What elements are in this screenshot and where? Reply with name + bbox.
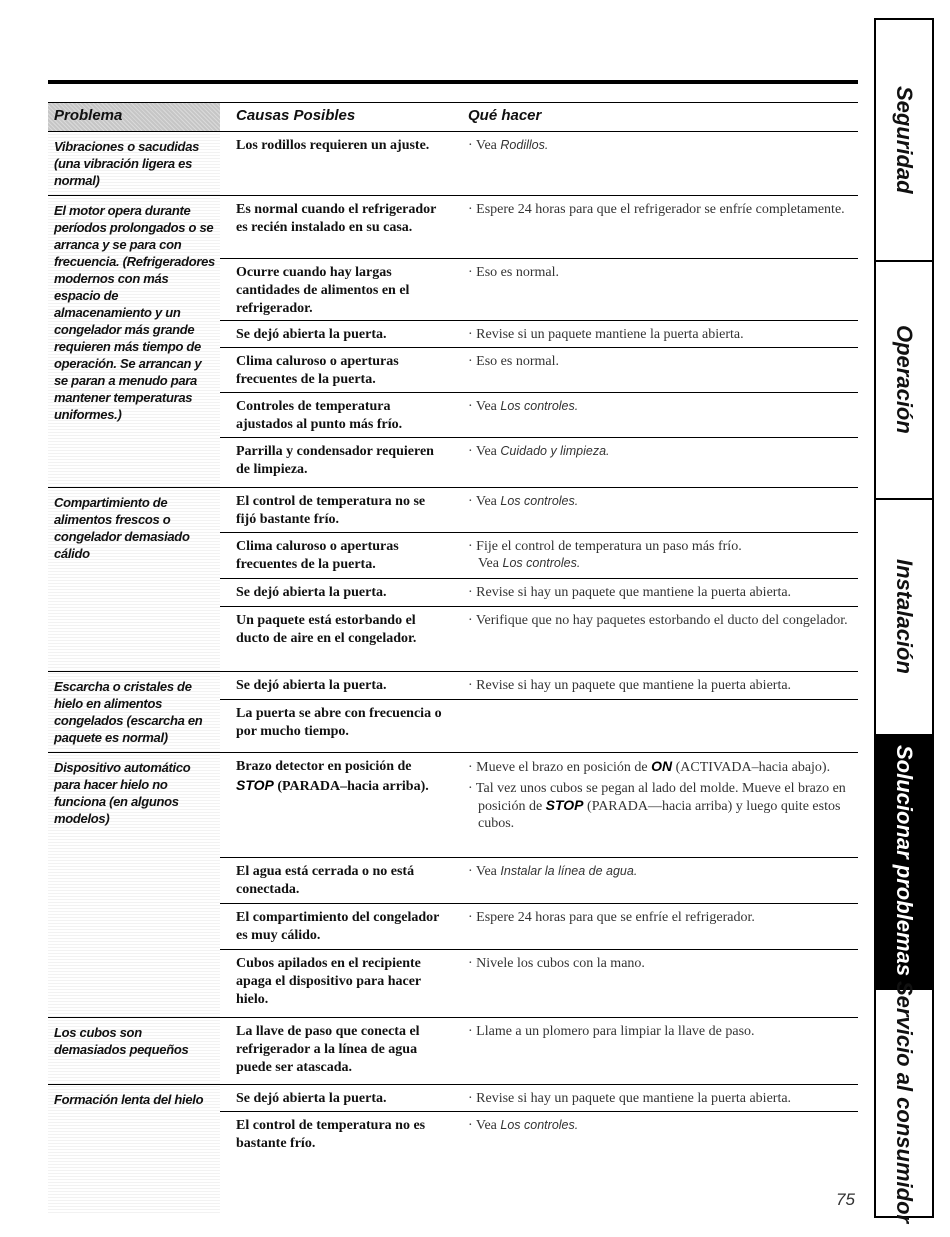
fix-cell — [454, 700, 858, 752]
fix-cell: · Mueve el brazo en posición de ON (ACTIVADA–hacia abajo). · Tal vez unos cubos se pegan al lado del molde. Mueve el brazo en posición de STOP (PARADA—hacia arriba) y luego quite estos cubos. — [468, 758, 846, 831]
cause-text: El compartimiento del congelador es muy cálido. — [236, 910, 440, 943]
fix-text: Revise si un paquete mantiene la puerta abierta. — [476, 327, 744, 342]
fix-text: Verifique que no hay paquetes estorbando el ducto del congelador. — [475, 613, 848, 628]
cause-text: Los rodillos requieren un ajuste. — [236, 138, 430, 153]
top-rule — [48, 80, 858, 84]
table-row — [220, 438, 858, 487]
cause-text: La puerta se abre con frecuencia o por mucho tiempo. — [236, 706, 442, 739]
fix-text: Espere 24 horas para que se enfríe el refrigerador. — [476, 910, 755, 925]
fix-cell: · Revise si hay un paquete que mantiene la puerta abierta. — [468, 1091, 792, 1106]
header-action: Qué hacer — [468, 107, 542, 124]
tab-instalacion[interactable] — [876, 498, 932, 736]
problem-label: Vibraciones o sacudidas (una vibración ligera es normal) — [48, 132, 220, 195]
problem-label: Formación lenta del hielo — [48, 1085, 220, 1213]
fix-text: Espere 24 horas para que el refrigerador se enfríe completamente. — [476, 202, 845, 217]
fix-text: Nivele los cubos con la mano. — [476, 956, 645, 971]
fix-cell: · Vea Los controles. — [468, 1118, 579, 1133]
cause-text: El agua está cerrada o no está conectada. — [236, 864, 415, 897]
on-keyword: ON — [651, 758, 673, 774]
page-number: 75 — [836, 1190, 855, 1209]
table-row — [220, 607, 858, 671]
cause-text: Parrilla y condensador requieren de limpieza. — [236, 444, 434, 477]
fix-cell: · Revise si hay un paquete que mantiene la puerta abierta. — [468, 678, 792, 693]
reference-link: Instalar la línea de agua. — [500, 864, 638, 878]
cause-text: Se dejó abierta la puerta. — [236, 327, 387, 342]
problem-label: Compartimiento de alimentos frescos o congelador demasiado cálido — [48, 488, 220, 671]
section-tabs — [874, 18, 934, 1224]
fix-cell: · Vea Los controles. — [468, 399, 579, 414]
fix-cell: · Espere 24 horas para que se enfríe el refrigerador. — [468, 910, 755, 925]
fix-cell: · Vea Cuidado y limpieza. — [468, 444, 610, 459]
tab-seguridad[interactable] — [876, 20, 932, 262]
reference-link: Los controles. — [500, 1118, 579, 1132]
fix-cell: · Fije el control de temperatura un paso más frío. Vea Los controles. — [468, 539, 742, 571]
cause-text: Se dejó abierta la puerta. — [236, 678, 387, 693]
table-row — [220, 132, 858, 190]
fix-cell: · Eso es normal. — [468, 354, 559, 369]
tab-label: Servicio al consumidor — [892, 980, 917, 1224]
problem-group — [48, 672, 858, 753]
stop-keyword: STOP — [236, 777, 274, 793]
table-row — [220, 259, 858, 321]
fix-cell: · Espere 24 horas para que el refrigerador se enfríe completamente. — [468, 202, 845, 217]
fix-cell: · Revise si un paquete mantiene la puerta abierta. — [468, 327, 744, 342]
cause-text: Clima caluroso o aperturas frecuentes de la puerta. — [236, 354, 399, 387]
table-row — [220, 1085, 858, 1112]
table-row — [220, 579, 858, 607]
reference-link: Los controles. — [500, 494, 579, 508]
header-causes: Causas Posibles — [236, 107, 356, 124]
cause-text: Cubos apilados en el recipiente apaga el dispositivo para hacer hielo. — [236, 956, 421, 1007]
problem-label: El motor opera durante períodos prolongados o se arranca y se para con frecuencia. (Refrigeradores modernos con más espacio de almacenamiento y un congelador más grande requieren más tiempo de operación. Se arrancan y se paran a menudo para mantener temperaturas uniformes.) — [48, 196, 220, 487]
problem-label: Los cubos son demasiados pequeños — [48, 1018, 220, 1084]
fix-text: Revise si hay un paquete que mantiene la puerta abierta. — [476, 1091, 792, 1106]
tab-solucionar-problemas[interactable] — [876, 734, 932, 990]
tab-label: Operación — [892, 324, 917, 434]
problem-group — [48, 753, 858, 1018]
table-row — [220, 393, 858, 438]
problem-group — [48, 132, 858, 196]
cause-text: Es normal cuando el refrigerador es recién instalado en su casa. — [236, 202, 437, 235]
cause-text: El control de temperatura no se fijó bastante frío. — [236, 494, 426, 527]
fix-text: Revise si hay un paquete que mantiene la puerta abierta. — [476, 678, 792, 693]
fix-text: Eso es normal. — [476, 354, 559, 369]
table-row — [220, 672, 858, 700]
table-row — [220, 1112, 858, 1162]
fix-cell: · Verifique que no hay paquetes estorbando el ducto del congelador. — [468, 613, 848, 628]
tab-servicio-al-consumidor[interactable] — [876, 980, 932, 1224]
fix-cell: · Eso es normal. — [468, 265, 559, 280]
table-row — [220, 950, 858, 1017]
table-row — [220, 700, 858, 752]
reference-link: Rodillos. — [500, 138, 549, 152]
tab-label: Instalación — [892, 558, 917, 674]
reference-link: Los controles. — [502, 556, 581, 570]
tab-operacion[interactable] — [876, 260, 932, 500]
problem-group — [48, 1018, 858, 1085]
table-row — [220, 1018, 858, 1084]
problem-group — [48, 196, 858, 488]
cause-text: Un paquete está estorbando el ducto de aire en el congelador. — [236, 613, 417, 646]
table-row — [220, 321, 858, 348]
table-row — [220, 488, 858, 533]
fix-text: Llame a un plomero para limpiar la llave de paso. — [476, 1024, 755, 1039]
fix-cell: · Llame a un plomero para limpiar la llave de paso. — [468, 1024, 755, 1039]
table-row — [220, 753, 858, 858]
cause-text: Se dejó abierta la puerta. — [236, 1091, 387, 1106]
header-problem: Problema — [48, 103, 220, 131]
cause-text: La llave de paso que conecta el refrigerador a la línea de agua puede ser atascada. — [236, 1024, 420, 1075]
table-row — [220, 533, 858, 579]
fix-cell: · Vea Los controles. — [468, 494, 579, 509]
fix-cell: · Nivele los cubos con la mano. — [468, 956, 645, 971]
reference-link: Los controles. — [500, 399, 579, 413]
table-row — [220, 858, 858, 904]
tab-label: Solucionar problemas — [892, 745, 917, 977]
cause-text: Se dejó abierta la puerta. — [236, 585, 387, 600]
problem-group — [48, 1085, 858, 1213]
stop-keyword: STOP — [545, 797, 584, 813]
cause-text: El control de temperatura no es bastante frío. — [236, 1118, 426, 1151]
fix-cell: · Vea Rodillos. — [468, 138, 549, 153]
tab-label: Seguridad — [892, 86, 917, 194]
table-row — [220, 904, 858, 950]
fix-text: Revise si hay un paquete que mantiene la puerta abierta. — [476, 585, 792, 600]
table-row — [220, 196, 858, 259]
fix-text: Eso es normal. — [476, 265, 559, 280]
cause-text: Ocurre cuando hay largas cantidades de alimentos en el refrigerador. — [236, 265, 410, 316]
cause-text: Brazo detector en posición de STOP (PARADA–hacia arriba). — [236, 759, 429, 794]
reference-link: Cuidado y limpieza. — [500, 444, 610, 458]
table-row — [220, 348, 858, 393]
table-header — [48, 103, 858, 132]
fix-cell: · Vea Instalar la línea de agua. — [468, 864, 638, 879]
cause-text: Clima caluroso o aperturas frecuentes de la puerta. — [236, 539, 399, 572]
troubleshooting-table — [48, 102, 858, 1213]
problem-label: Dispositivo automático para hacer hielo no funciona (en algunos modelos) — [48, 753, 220, 1017]
problem-label: Escarcha o cristales de hielo en alimentos congelados (escarcha en paquete es normal) — [48, 672, 220, 752]
cause-text: Controles de temperatura ajustados al punto más frío. — [236, 399, 403, 432]
problem-group — [48, 488, 858, 672]
fix-cell: · Revise si hay un paquete que mantiene la puerta abierta. — [468, 585, 792, 600]
